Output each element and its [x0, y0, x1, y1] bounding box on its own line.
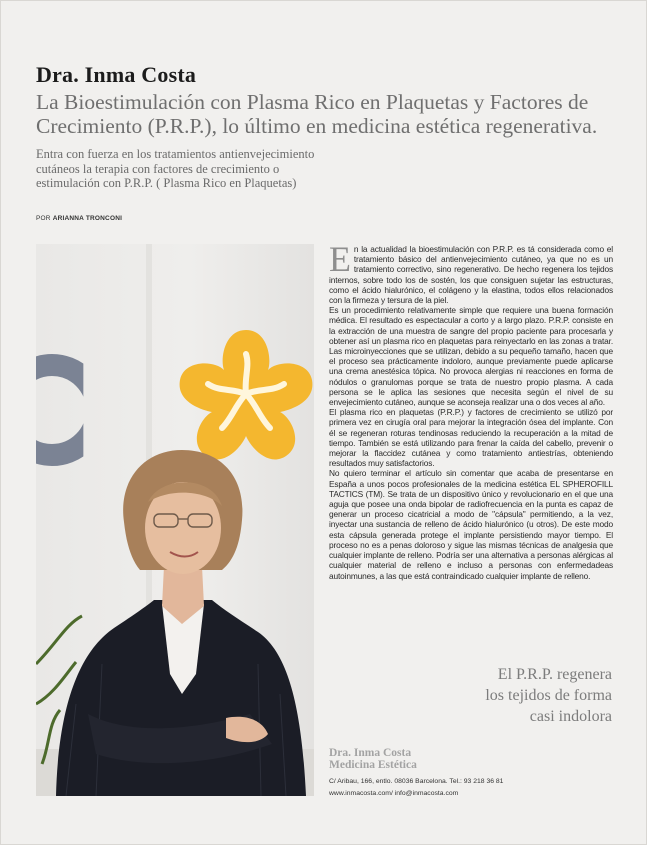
byline-prefix: POR	[36, 215, 51, 222]
contact-block	[329, 748, 609, 798]
article-paragraph: El plasma rico en plaquetas (P.R.P.) y factores de crecimiento se utilizó por primera vez en cirugía oral para mejorar la integración ósea del implante. Con él se regeneran roturas tendinosas reduciendo la recuperación a la mitad de tiempo. También se está utilizando para frenar la caída del cabello, prevenir o mejorar la flaccidez cutánea y como tratamiento antiestrías, obteniendo resultados muy satisfactorios.	[329, 407, 613, 469]
subhead: Entra con fuerza en los tratamientos antienvejecimiento cutáneos la terapia con factores de crecimiento o estimulación con P.R.P. ( Plasma Rico en Plaquetas)	[36, 147, 315, 190]
contact-web-link[interactable]: www.inmacosta.com/ info@inmacosta.com	[329, 790, 459, 797]
pull-quote	[392, 664, 612, 727]
headline: La Bioestimulación con Plasma Rico en Plaquetas y Factores de Crecimiento (P.R.P.), lo último en medicina estética regenerativa.	[36, 90, 598, 138]
flower-logo-icon	[180, 330, 313, 459]
byline-author: ARIANNA TRONCONI	[52, 215, 123, 222]
article-paragraph: En la actualidad la bioestimulación con P.R.P. es tá considerada como el tratamiento básico del antienvejecimiento cutáneo, ya que no es un tratamiento correctivo, sino regenerativo. De hecho regenera los tejidos internos, sobre todo los de sostén, los que consiguen sujetar las estructuras, como el ácido hialurónico, el colágeno y la elastina, todos ellos relacionados con la firmeza y tersura de la piel.	[329, 239, 613, 306]
contact-address: C/ Aribau, 166, entlo. 08036 Barcelona. Tel.: 93 218 36 81	[329, 778, 504, 785]
portrait-illustration	[36, 244, 314, 796]
article-paragraph: Es un procedimiento relativamente simple que requiere una buena formación médica. El resultado es espectacular a corto y a largo plazo. P.R.P. consiste en la extracción de una muestra de sangre del propio paciente para procesarla y obtener así un plasma rico en plaquetas para reinyectarlo en las zonas a tratar. Las microinyecciones que se utilizan, debido a su pequeño tamaño, hacen que el proceso sea prácticamente indoloro, aunque previamente puede aplicarse una crema anestésica tópica. No provoca alergias ni reacciones en forma de nódulos o granulomas porque se trata de nuestro propio plasma. A cada persona se le aplica las sesiones que necesita según el nivel de su envejecimiento cutáneo, aunque se aconseja realizar una o dos veces al año.	[329, 305, 613, 408]
contact-name: Dra. Inma Costa	[329, 747, 412, 759]
pull-quote-line: casi indolora	[529, 708, 612, 725]
drop-cap: E	[329, 239, 351, 279]
pull-quote-line: El P.R.P. regenera	[497, 666, 612, 683]
article-paragraph: No quiero terminar el artículo sin comentar que acaba de presentarse en España a unos pocos profesionales de la medicina estética EL SPHEROFILL TACTICS (TM). Se trata de un dispositivo único y revolucionario en el que una aguja que posee una onda bipolar de radiofrecuencia en la punta es capaz de generar un proceso cicatricial a modo de "cápsula" permitiendo, a la vez, inyectar una sustancia de relleno de ácido hialurónico (u otros). De este modo esta cápsula generada protege el implante persistiendo mayor tiempo. El proceso no es a penas doloroso y sigue las mismas técnicas de analgesia que cualquier implante de relleno. Podría ser una alternativa a personas alérgicas al cualquier material de relleno e incluso a personas con enfermedadeas autoinmunes, a las que está contraindicado cualquier implante de relleno.	[329, 468, 613, 581]
pull-quote-line: los tejidos de forma	[485, 687, 612, 704]
article-body	[329, 239, 613, 581]
portrait-photo	[36, 244, 314, 796]
byline	[36, 215, 122, 222]
contact-specialty: Medicina Estética	[329, 758, 417, 771]
author-name: Dra. Inma Costa	[36, 62, 197, 87]
